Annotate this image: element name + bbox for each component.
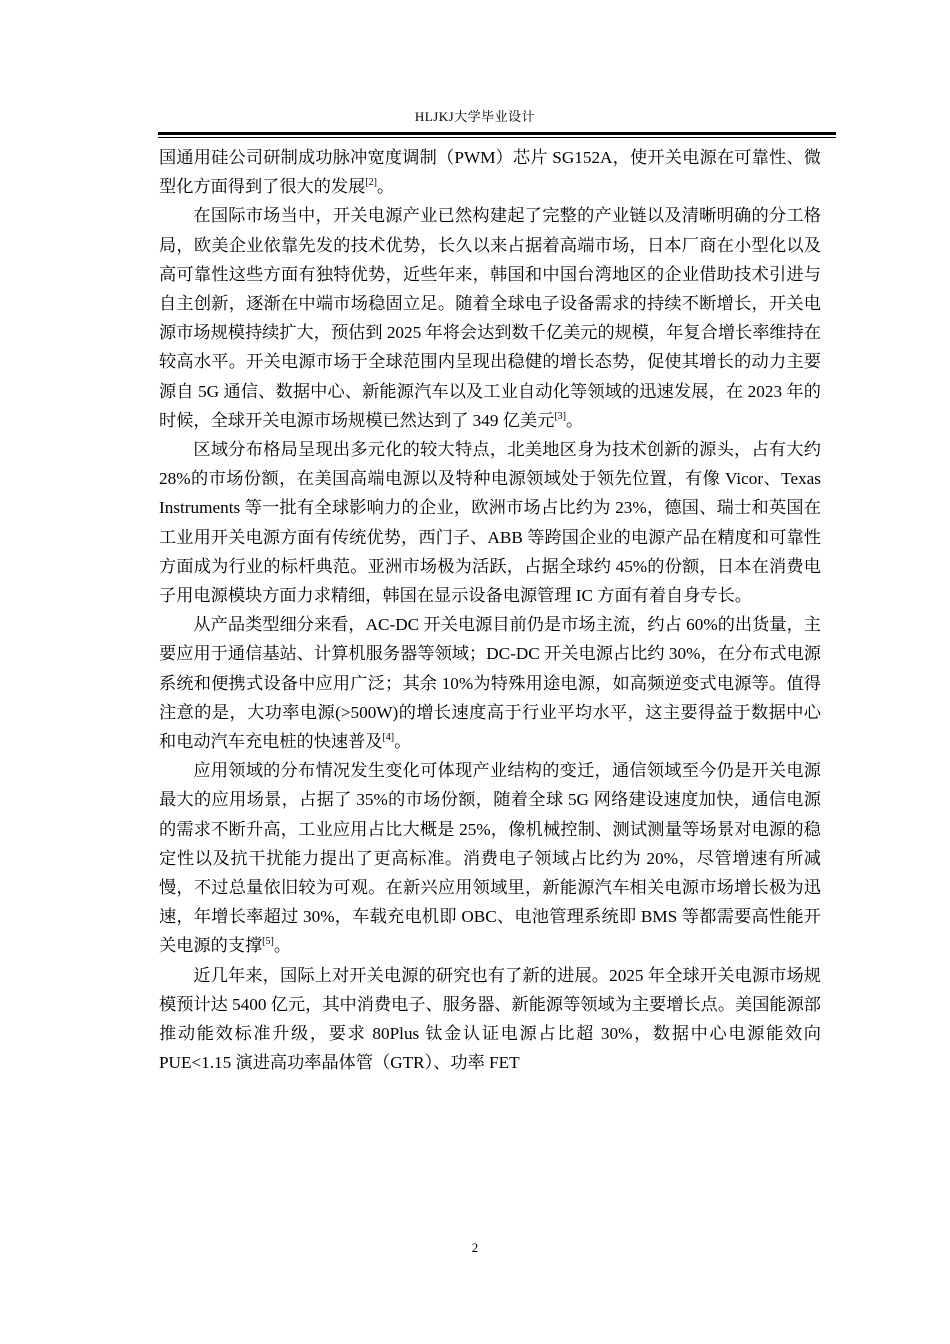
- paragraph: [159, 961, 821, 1078]
- paragraph-text: 。: [273, 936, 292, 956]
- paragraph: [159, 435, 821, 610]
- paragraph: [159, 201, 821, 435]
- citation-ref: [2]: [365, 177, 377, 189]
- paragraph: [159, 610, 821, 756]
- paragraph: [159, 143, 821, 201]
- citation-ref: [3]: [554, 410, 566, 422]
- header-rule-thick: [158, 132, 836, 135]
- paragraph-text: 在国际市场当中，开关电源产业已然构建起了完整的产业链以及清晰明确的分工格局，欧美企业依靠先发的技术优势，长久以来占据着高端市场，日本厂商在小型化以及高可靠性这些方面有独特优势，近些年来，韩国和中国台湾地区的企业借助技术引进与自主创新，逐渐在中端市场稳固立足。随着全球电子设备需求的持续不断增长，开关电源市场规模持续扩大，预估到 2025 年将会达到数千亿美元的规模，年复合增长率维持在较高水平。开关电源市场于全球范围内呈现出稳健的增长态势，促使其增长的动力主要源自 5G 通信、数据中心、新能源汽车以及工业自动化等领域的迅速发展，在 2023 年的时候，全球开关电源市场规模已然达到了 349 亿美元: [159, 206, 821, 430]
- citation-ref: [5]: [262, 936, 274, 948]
- paragraph-text: 。: [376, 177, 395, 197]
- paragraph-text: 。: [394, 732, 412, 752]
- header-rule-thin: [158, 137, 836, 138]
- body-text: [159, 143, 821, 1078]
- paragraph-text: 应用领域的分布情况发生变化可体现产业结构的变迁，通信领域至今仍是开关电源最大的应用场景，占据了 35%的市场份额，随着全球 5G 网络建设速度加快，通信电源的需求不断升高，工业应用占比大概是 25%，像机械控制、测试测量等场景对电源的稳定性以及抗干扰能力提出了更高标准。消费电子领域占比约为 20%，尽管增速有所减慢，不过总量依旧较为可观。在新兴应用领域里，新能源汽车相关电源市场增长极为迅速，年增长率超过 30%，车载充电机即 OBC、电池管理系统即 BMS 等都需要高性能开关电源的支撑: [159, 761, 821, 956]
- paragraph-text: 。: [566, 410, 584, 430]
- paragraph-text: 国通用硅公司研制成功脉冲宽度调制（PWM）芯片 SG152A，使开关电源在可靠性、微型化方面得到了很大的发展: [159, 148, 821, 197]
- paragraph-text: 近几年来，国际上对开关电源的研究也有了新的进展。2025 年全球开关电源市场规模预计达 5400 亿元，其中消费电子、服务器、新能源等领域为主要增长点。美国能源部推动能效标准升级，要求 80Plus 钛金认证电源占比超 30%，数据中心电源能效向 PUE<1.15 演进高功率晶体管（GTR）、功率 FET: [159, 965, 821, 1073]
- paragraph-text: 区域分布格局呈现出多元化的较大特点，北美地区身为技术创新的源头，占有大约 28%的市场份额，在美国高端电源以及特种电源领域处于领先位置，有像 Vicor、Texas Instruments 等一批有全球影响力的企业，欧洲市场占比约为 23%，德国、瑞士和英国在工业用开关电源方面有传统优势，西门子、ABB 等跨国企业的电源产品在精度和可靠性方面成为行业的标杆典范。亚洲市场极为活跃，占据全球约 45%的份额，日本在消费电子用电源模块方面力求精细，韩国在显示设备电源管理 IC 方面有着自身专长。: [159, 440, 821, 606]
- page-header: HLJKJ大学毕业设计: [414, 109, 536, 124]
- citation-ref: [4]: [382, 732, 395, 744]
- paragraph: [159, 756, 821, 960]
- page-number: 2: [471, 1240, 479, 1255]
- paragraph-text: 从产品类型细分来看，AC-DC 开关电源目前仍是市场主流，约占 60%的出货量，主要应用于通信基站、计算机服务器等领域；DC-DC 开关电源占比约 30%，在分布式电源系统和便携式设备中应用广泛；其余 10%为特殊用途电源，如高频逆变式电源等。值得注意的是，大功率电源(>500W)的增长速度高于行业平均水平，这主要得益于数据中心和电动汽车充电桩的快速普及: [159, 615, 821, 752]
